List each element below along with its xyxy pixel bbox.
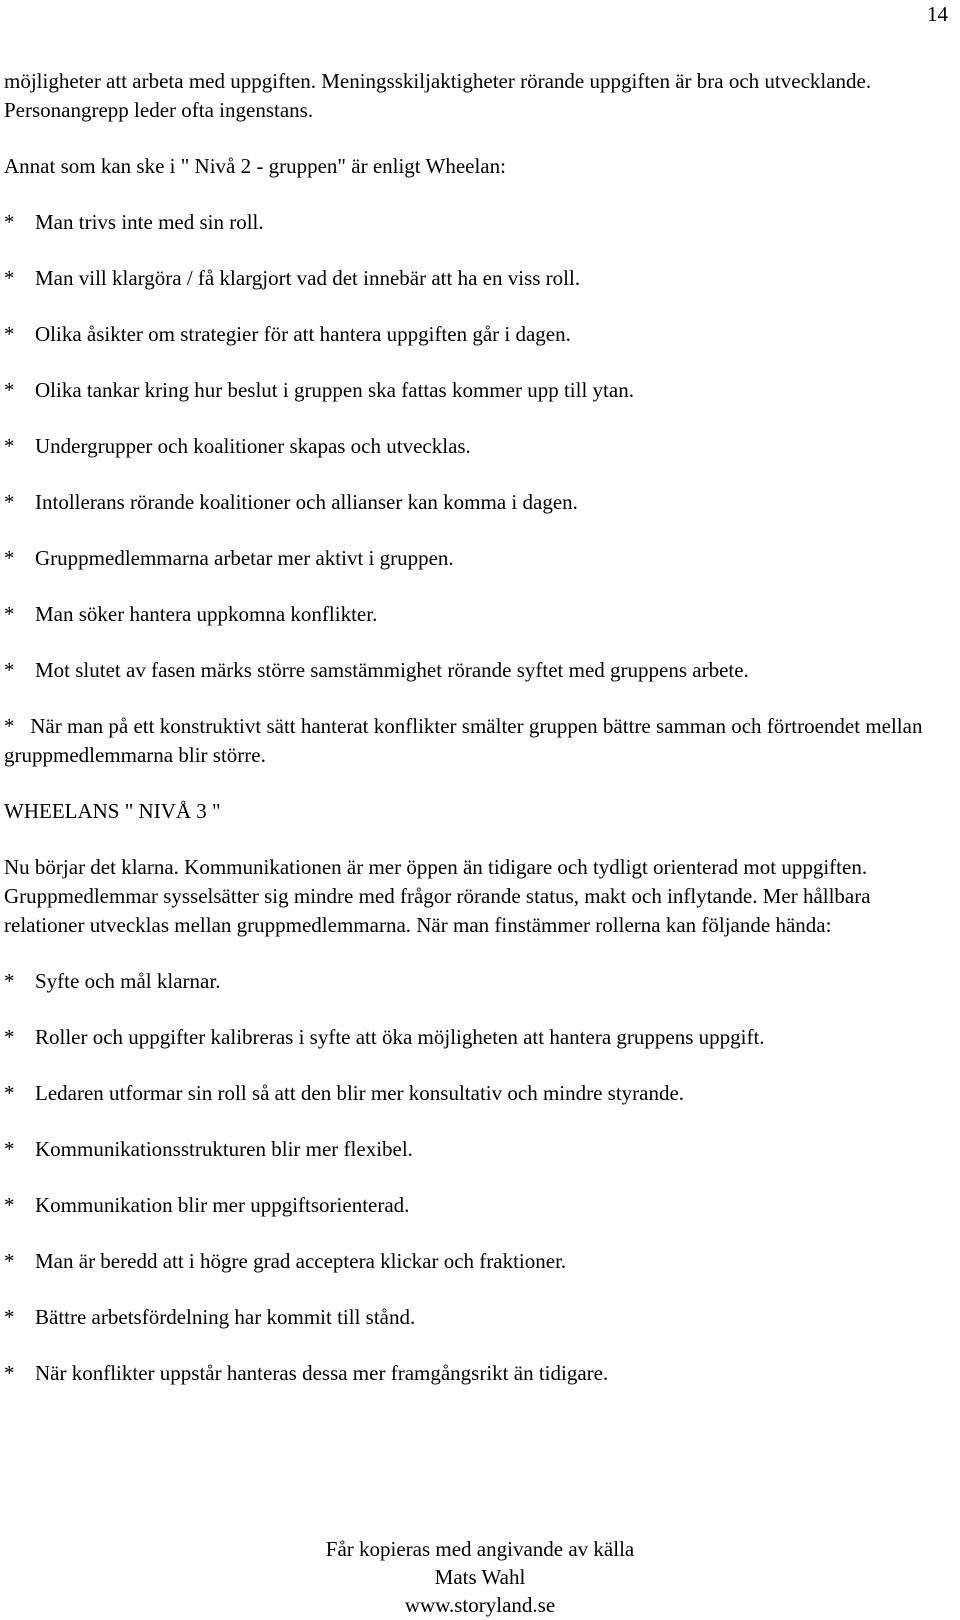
list-item: * Kommunikationsstrukturen blir mer flexibel.: [4, 1135, 924, 1164]
bullet-marker: *: [4, 1081, 15, 1105]
bullet-marker: *: [4, 1193, 15, 1217]
list-item: * När man på ett konstruktivt sätt hanterat konflikter smälter gruppen bättre samman och förtroendet mellan gruppmedlemmarna blir större.: [4, 714, 923, 767]
bullet-marker: *: [4, 1249, 15, 1273]
bullet-marker: *: [4, 602, 15, 626]
list-item: * Man söker hantera uppkomna konflikter.: [4, 600, 924, 629]
list-item: * Man trivs inte med sin roll.: [4, 208, 924, 237]
bullet-marker: *: [4, 714, 15, 738]
footer-copyright-note: Får kopieras med angivande av källa: [325, 1537, 635, 1561]
bullet-marker: *: [4, 1137, 15, 1161]
page-number: 14: [927, 2, 948, 26]
page-footer: [0, 1535, 960, 1619]
footer-author: Mats Wahl: [434, 1565, 526, 1589]
list-item: * Olika tankar kring hur beslut i gruppen ska fattas kommer upp till ytan.: [4, 376, 924, 405]
document-body: [4, 67, 924, 1388]
bullet-list-level3: [4, 967, 924, 1388]
bullet-marker: *: [4, 1305, 15, 1329]
list-item: * Man är beredd att i högre grad acceptera klickar och fraktioner.: [4, 1247, 924, 1276]
footer-website: www.storyland.se: [404, 1593, 556, 1617]
bullet-marker: *: [4, 210, 15, 234]
bullet-marker: *: [4, 546, 15, 570]
list-item: * Man vill klargöra / få klargjort vad det innebär att ha en viss roll.: [4, 264, 924, 293]
list-item: * Syfte och mål klarnar.: [4, 967, 924, 996]
list-item: * Roller och uppgifter kalibreras i syfte att öka möjligheten att hantera gruppens uppgift.: [4, 1023, 924, 1052]
bullet-marker: *: [4, 1025, 15, 1049]
list-item: * Intollerans rörande koalitioner och allianser kan komma i dagen.: [4, 488, 924, 517]
list-item: * Kommunikation blir mer uppgiftsorienterad.: [4, 1191, 924, 1220]
section-heading: WHEELANS " NIVÅ 3 ": [4, 799, 221, 823]
bullet-marker: *: [4, 322, 15, 346]
bullet-marker: *: [4, 1361, 15, 1385]
list-item: * Undergrupper och koalitioner skapas och utvecklas.: [4, 432, 924, 461]
list-item: * När konflikter uppstår hanteras dessa mer framgångsrikt än tidigare.: [4, 1359, 924, 1388]
bullet-marker: *: [4, 434, 15, 458]
list-item: * Olika åsikter om strategier för att hantera uppgiften går i dagen.: [4, 320, 924, 349]
bullet-marker: *: [4, 969, 15, 993]
bullet-list-level2: [4, 208, 924, 770]
bullet-marker: *: [4, 658, 15, 682]
bullet-marker: *: [4, 266, 15, 290]
list-item: * Bättre arbetsfördelning har kommit till stånd.: [4, 1303, 924, 1332]
bullet-marker: *: [4, 378, 15, 402]
paragraph-level3: Nu börjar det klarna. Kommunikationen är mer öppen än tidigare och tydligt orienterad mot uppgiften. Gruppmedlemmar sysselsätter sig mindre med frågor rörande status, makt och inflytande. Mer hållbara relationer utvecklas mellan gruppmedlemmarna. När man finstämmer rollerna kan följande hända:: [4, 855, 871, 937]
paragraph-list-intro: Annat som kan ske i " Nivå 2 - gruppen" är enligt Wheelan:: [4, 154, 506, 178]
list-item: * Gruppmedlemmarna arbetar mer aktivt i gruppen.: [4, 544, 924, 573]
list-item: * Ledaren utformar sin roll så att den blir mer konsultativ och mindre styrande.: [4, 1079, 924, 1108]
paragraph-intro: möjligheter att arbeta med uppgiften. Meningsskiljaktigheter rörande uppgiften är bra och utvecklande. Personangrepp leder ofta ingenstans.: [4, 69, 872, 122]
list-item: * Mot slutet av fasen märks större samstämmighet rörande syftet med gruppens arbete.: [4, 656, 924, 685]
bullet-marker: *: [4, 490, 15, 514]
